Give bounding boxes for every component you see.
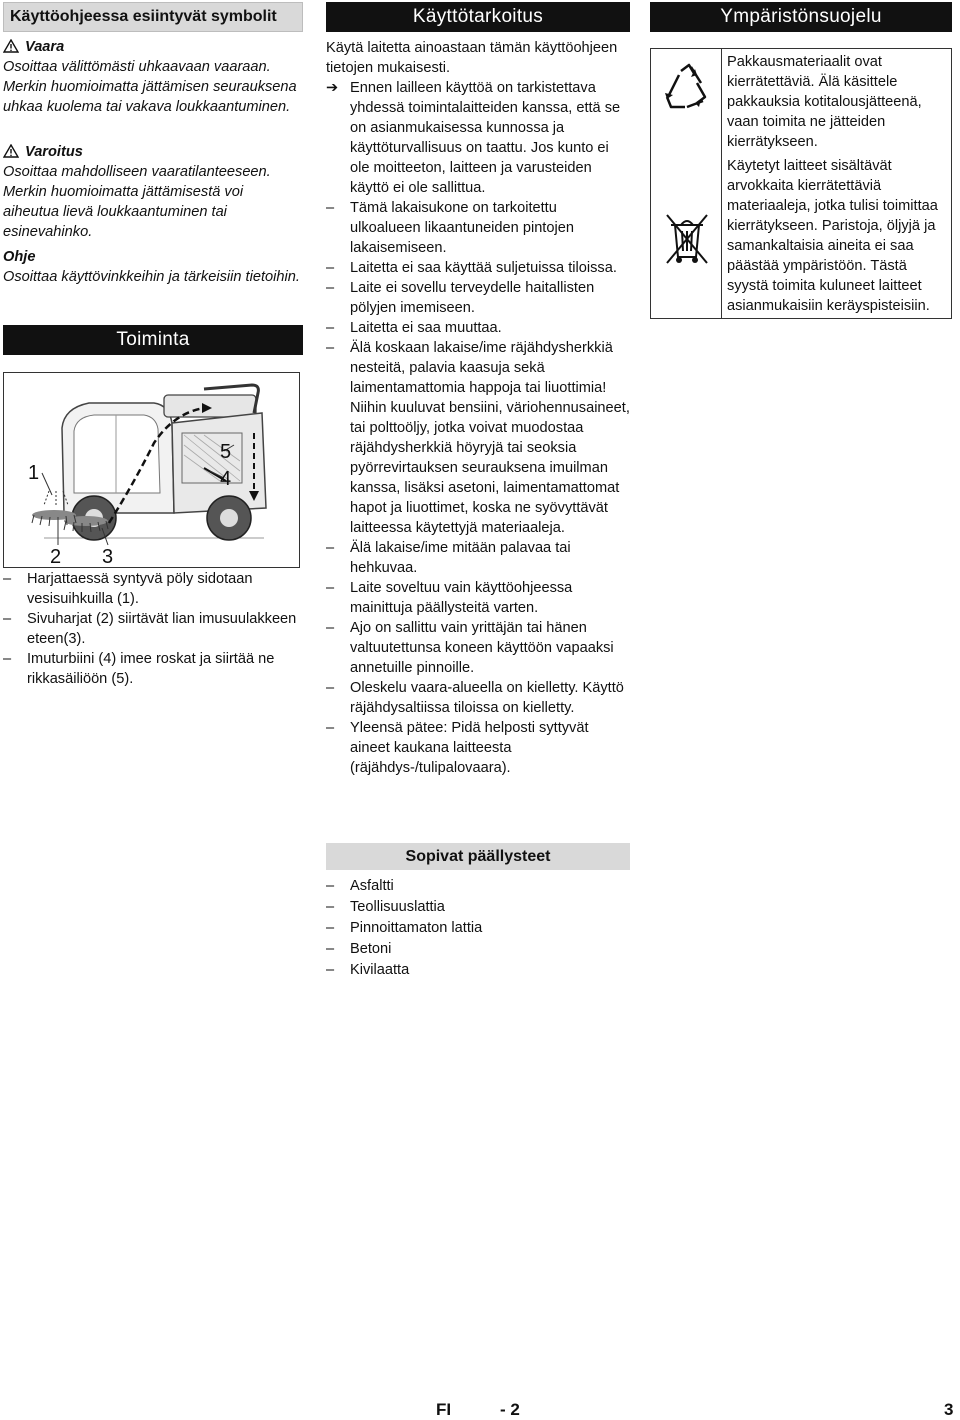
symbols-header: Käyttöohjeessa esiintyvät symbolit	[3, 2, 303, 32]
list-item: – Yleensä pätee: Pidä helposti syttyvät aineet kaukana laitteesta (räjähdys-/tulipalovaara).	[326, 718, 630, 778]
purpose-intro: Käytä laitetta ainoastaan tämän käyttöohjeen tietojen mukaisesti.	[326, 40, 618, 76]
ohje-title: Ohje	[3, 249, 36, 265]
surfaces-list	[326, 876, 630, 981]
toiminta-list	[3, 569, 303, 689]
table-divider	[721, 49, 722, 318]
sweeper-illustration	[4, 373, 299, 567]
varoitus-text: Osoittaa mahdolliseen vaaratilanteeseen. Merkin huomioimatta jättämisestä voi aiheutua lievä loukkaantuminen tai esinevahinko.	[3, 164, 271, 240]
recycle-icon	[661, 61, 713, 113]
arrow-right-icon: ➔	[326, 80, 339, 96]
vaara-title: Vaara	[25, 39, 65, 55]
list-item: – Asfaltti	[326, 876, 630, 897]
list-item: – Pinnoittamaton lattia	[326, 918, 630, 939]
list-item: – Ajo on sallittu vain yrittäjän tai hänen valtuutettunsa koneen käyttöön vapaaksi annetuille pinnoille.	[326, 618, 630, 678]
list-item: – Laite soveltuu vain käyttöohjeessa mainittuja päällysteitä varten.	[326, 578, 630, 618]
list-item: – Laitetta ei saa muuttaa.	[326, 318, 630, 338]
warning-triangle-icon	[3, 39, 19, 53]
varoitus-section	[3, 142, 303, 242]
list-item: – Älä lakaise/ime mitään palavaa tai hehkuvaa.	[326, 538, 630, 578]
figure-label-2: 2	[50, 546, 62, 567]
varoitus-title: Varoitus	[25, 144, 83, 160]
figure-label-1: 1	[28, 462, 40, 484]
figure-label-5: 5	[220, 441, 232, 463]
list-item: – Laite ei sovellu terveydelle haitallisten pölyjen imemiseen.	[326, 278, 630, 318]
arrow-item: ➔ Ennen lailleen käyttöä on tarkistettava yhdessä toimintalaitteiden kanssa, että se on asianmukaisessa kunnossa ja käyttöturvallisuus on taattu. Jos kunto ei ole moitteeton, laitteen ja varusteiden käyttö ei ole sallittua.	[326, 80, 621, 196]
ohje-section	[3, 247, 303, 287]
sweeper-diagram	[3, 372, 300, 568]
footer-language: FI	[436, 1400, 452, 1419]
purpose-text	[326, 38, 630, 778]
list-item: – Imuturbiini (4) imee roskat ja siirtää ne rikkasäiliöön (5).	[3, 649, 303, 689]
purpose-header: Käyttötarkoitus	[326, 2, 630, 32]
environment-header: Ympäristönsuojelu	[650, 2, 952, 32]
footer-page-label: - 2	[500, 1400, 520, 1419]
toiminta-header: Toiminta	[3, 325, 303, 355]
list-item: – Betoni	[326, 939, 630, 960]
list-item: – Tämä lakaisukone on tarkoitettu ulkoalueen likaantuneiden pintojen lakaisemiseen.	[326, 198, 630, 258]
warning-triangle-icon	[3, 144, 19, 158]
environment-table	[650, 48, 952, 319]
recycle-text: Pakkausmateriaalit ovat kierrätettäviä. Älä käsittele pakkauksia kotitalousjätteenä, vaan toimita ne jätteiden kierrätykseen.	[727, 54, 922, 150]
list-item: – Sivuharjat (2) siirtävät lian imusuulakkeen eteen(3).	[3, 609, 303, 649]
list-item: – Laitetta ei saa käyttää suljetuissa tiloissa.	[326, 258, 630, 278]
list-item: – Harjattaessä syntyvä pöly sidotaan vesisuihkuilla (1).	[3, 569, 303, 609]
list-item: – Oleskelu vaara-alueella on kielletty. Käyttö räjähdysaltiissa tiloissa on kielletty.	[326, 678, 630, 718]
list-item: – Älä koskaan lakaise/ime räjähdysherkkiä nesteitä, palavia kaasuja sekä laimentamattomia happoja tai liuottimia! Niihin kuuluvat bensiini, väriohennusaineet, tai polttoöljy, jotka voivat muodostaa räjähdysherkkiä höyryjä tai seoksia pyörrevirtauksen seurauksena imuilman kanssa, lisäksi asetoni, laimentamattomat hapot ja liuottimet, koska ne syövyttävät laitteessa käytettyjä materiaaleja.	[326, 338, 630, 538]
vaara-section	[3, 37, 303, 117]
surfaces-header: Sopivat päällysteet	[326, 843, 630, 870]
figure-label-3: 3	[102, 546, 114, 567]
weee-text: Käytetyt laitteet sisältävät arvokkaita kierrätettäviä materiaaleja, jotka tulisi toimittaa kierrätykseen. Paristoja, öljyjä ja samankaltaisia aineita ei saa päästää ympäristöön. Tästä syystä toimita kuluneet laitteet asianmukaisiin keräyspisteisiin.	[727, 158, 938, 314]
crossed-bin-icon	[661, 211, 713, 269]
vaara-text: Osoittaa välittömästi uhkaavaan vaaraan. Merkin huomioimatta jättämisen seurauksena uhkaa kuolema tai vakava loukkaantuminen.	[3, 59, 297, 115]
figure-label-4: 4	[220, 468, 232, 490]
list-item: – Kivilaatta	[326, 960, 630, 981]
ohje-text: Osoittaa käyttövinkkeihin ja tärkeisiin tietoihin.	[3, 269, 300, 285]
footer-page-number: 3	[944, 1400, 954, 1419]
list-item: – Teollisuuslattia	[326, 897, 630, 918]
